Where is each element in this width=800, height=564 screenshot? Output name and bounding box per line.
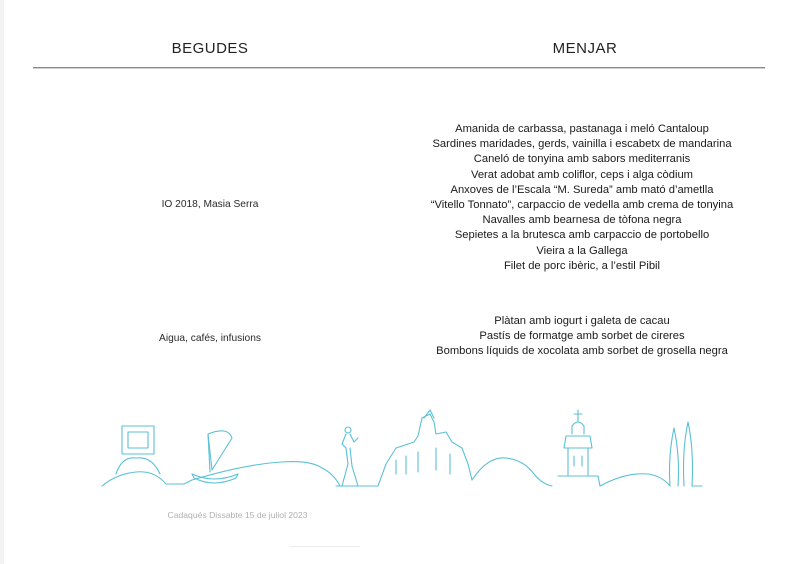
dish-item: Vieira a la Gallega bbox=[536, 244, 628, 257]
mains-list bbox=[402, 122, 762, 274]
sailboat-icon bbox=[192, 431, 238, 483]
dish-item: Navalles amb bearnesa de tòfona negra bbox=[482, 214, 682, 227]
page-edge bbox=[0, 0, 4, 564]
dish-item: “Vitello Tonnato”, carpaccio de vedella amb crema de tonyina bbox=[430, 199, 734, 212]
dish-item: Anxoves de l’Escala “M. Sureda” amb mató d’ametlla bbox=[450, 183, 714, 196]
dish-item: Amanida de carbassa, pastanaga i meló Cantaloup bbox=[455, 123, 709, 135]
cadaques-skyline-illustration bbox=[96, 404, 708, 496]
dessert-item: Bombons líquids de xocolata amb sorbet de grosella negra bbox=[436, 345, 728, 358]
cross-tower-icon bbox=[558, 410, 600, 486]
dish-item: Sepietes a la brutesca amb carpaccio de portobello bbox=[454, 229, 710, 242]
desserts-list bbox=[402, 314, 762, 360]
bottom-mark bbox=[290, 546, 360, 547]
dessert-item: Plàtan amb iogurt i galeta de cacau bbox=[494, 315, 670, 327]
dish-item: Caneló de tonyina amb sabors mediterranis bbox=[473, 153, 691, 166]
wine-item: IO 2018, Masia Serra bbox=[161, 199, 259, 210]
water-coffee-item: Aigua, cafés, infusions bbox=[159, 333, 261, 344]
event-date-footer: Cadaqués Dissabte 15 de juliol 2023 bbox=[167, 510, 308, 520]
square-monument-icon bbox=[116, 426, 160, 474]
cypress-trees-icon bbox=[670, 422, 693, 486]
food-header: MENJAR bbox=[552, 40, 618, 57]
dish-item: Sardines maridades, gerds, vainilla i escabetx de mandarina bbox=[432, 138, 732, 151]
header-divider bbox=[33, 67, 765, 68]
dessert-item: Pastís de formatge amb sorbet de cireres bbox=[479, 330, 685, 343]
dish-item: Filet de porc ibèric, a l’estil Pibil bbox=[503, 259, 661, 272]
dish-item: Verat adobat amb coliflor, ceps i alga còdium bbox=[470, 168, 693, 181]
statue-icon bbox=[336, 427, 364, 486]
village-church-icon bbox=[364, 410, 472, 486]
drinks-header: BEGUDES bbox=[171, 40, 249, 57]
